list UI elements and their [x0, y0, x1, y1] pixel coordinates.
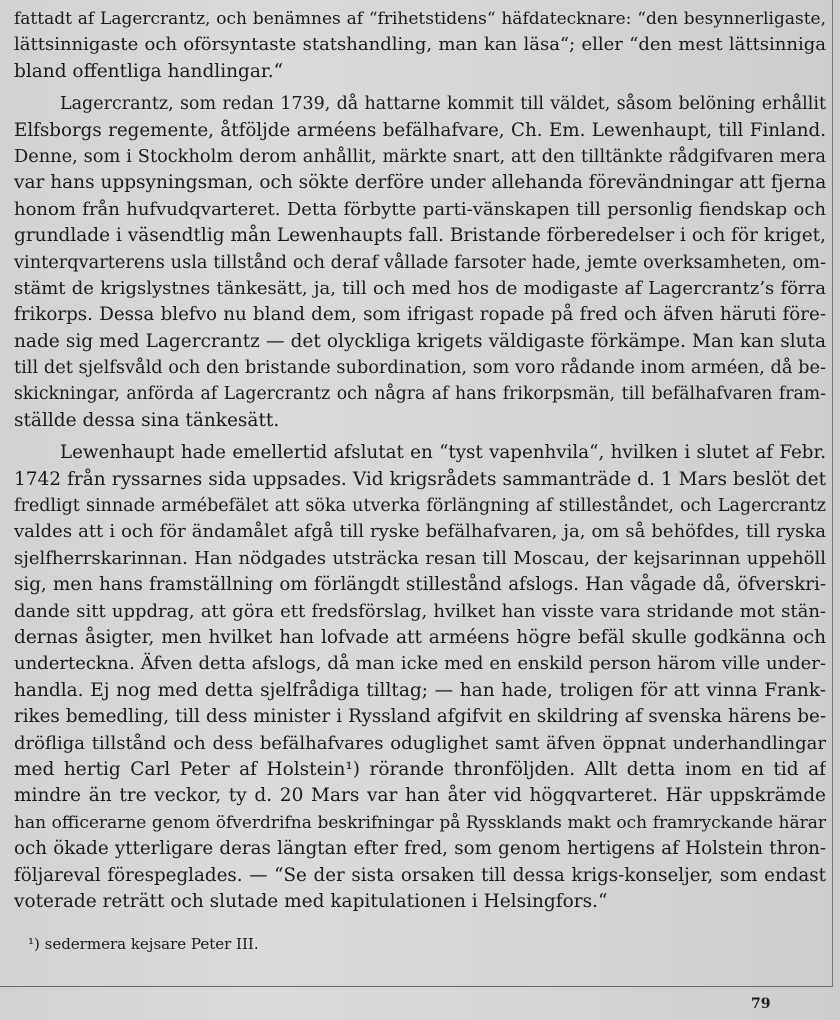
page-edge-bottom	[0, 986, 832, 987]
text-line: handla. Ej nog med detta sjelfrådiga tilltag; — han hade, troligen för att vinna Frank-	[14, 679, 826, 701]
text-line: bland offentliga handlingar.“	[14, 60, 284, 82]
footnote: ¹) sedermera kejsare Peter III.	[28, 935, 259, 953]
page-edge	[832, 0, 833, 987]
text-line: Elfsborgs regemente, åtföljde arméens befälhafvare, Ch. Em. Lewenhaupt, till Finland.	[14, 119, 826, 141]
text-line: nade sig med Lagercrantz — det olyckliga krigets väldigaste förkämpe. Man kan sluta	[14, 330, 826, 352]
text-line: voterade reträtt och slutade med kapitulationen i Helsingfors.“	[14, 890, 608, 912]
text-line: skickningar, anförda af Lagercrantz och några af hans frikorpsmän, till befälhafvaren fram-	[14, 384, 826, 405]
text-line: till det sjelfsvåld och den bristande subordination, som voro rådande inom arméen, då be-	[14, 358, 826, 379]
text-line: rikes bemedling, till dess minister i Ryssland afgifvit en skildring af svenska härens be-	[14, 706, 826, 728]
text-line: var hans uppsyningsman, och sökte derföre under allehanda förevändningar att fjerna	[14, 172, 826, 194]
text-line: dande sitt uppdrag, att göra ett fredsförslag, hvilket han visste vara stridande mot stän-	[14, 600, 826, 622]
text-line: Denne, som i Stockholm derom anhållit, märkte snart, att den tilltänkte rådgifvaren mera	[14, 146, 826, 167]
text-line: dröfliga tillstånd och dess befälhafvares oduglighet samt äfven öppnat underhandlingar	[14, 732, 826, 754]
text-line: dernas åsigter, men hvilket han lofvade att arméens högre befäl skulle godkänna och	[14, 626, 826, 648]
text-line: sjelfherrskarinnan. Han nödgades utsträcka resan till Moscau, der kejsarinnan uppehöll	[14, 547, 826, 569]
text-line: vinterqvarterens usla tillstånd och deraf vållade farsoter hade, jemte overksamheten, om-	[14, 252, 826, 273]
text-line: honom från hufvudqvarteret. Detta förbytte parti-vänskapen till personlig fiendskap och	[14, 198, 826, 220]
text-line: mindre än tre veckor, ty d. 20 Mars var han åter vid högqvarteret. Här uppskrämde	[14, 785, 826, 807]
page-number: 79	[751, 996, 771, 1012]
text-line: och ökade ytterligare deras längtan efter fred, som genom hertigens af Holstein thron-	[14, 838, 826, 860]
text-line: underteckna. Äfven detta afslogs, då man icke med en enskild person härom ville under-	[14, 653, 826, 675]
text-line: Lagercrantz, som redan 1739, då hattarne kommit till väldet, såsom belöning erhållit	[60, 94, 826, 115]
text-line: frikorps. Dessa blefvo nu bland dem, som ifrigast ropade på fred och äfven häruti före-	[14, 304, 826, 326]
text-line: grundlade i väsendtlig mån Lewenhaupts fall. Bristande förberedelser i och för kriget,	[14, 225, 826, 247]
text-line: ställde dessa sina tänkesätt.	[14, 409, 280, 431]
text-line: stämt de krigslystnes tänkesätt, ja, till och med hos de modigaste af Lagercrantz’s förra	[14, 277, 826, 299]
text-line: Lewenhaupt hade emellertid afslutat en “tyst vapenhvila“, hvilken i slutet af Febr.	[60, 442, 826, 464]
text-line: med hertig Carl Peter af Holstein¹) rörande thronföljden. Allt detta inom en tid af	[14, 758, 826, 780]
text-line: fredligt sinnade armébefälet att söka utverka förlängning af stilleståndet, och Lagercrantz	[14, 496, 826, 517]
text-line: följareval förespeglades. — “Se der sista orsaken till dessa krigs-konseljer, som endast	[14, 864, 826, 886]
text-line: lättsinnigaste och oförsyntaste statshandling, man kan läsa“; eller “den mest lättsinniga	[14, 34, 826, 56]
text-line: valdes att i och för ändamålet afgå till ryske befälhafvaren, ja, om så behöfdes, till ryska	[14, 521, 826, 543]
text-line: han officerarne genom öfverdrifna beskrifningar på Ryssklands makt och framryckande härar	[14, 812, 826, 833]
text-line: fattadt af Lagercrantz, och benämnes af “frihetstidens“ häfdatecknare: “den besynnerligaste,	[14, 9, 826, 29]
text-line: 1742 från ryssarnes sida uppsades. Vid krigsrådets sammanträde d. 1 Mars beslöt det	[14, 468, 826, 490]
text-line: sig, men hans framställning om förlängdt stillestånd afslogs. Han vågade då, öfverskri-	[14, 574, 826, 596]
body-text	[14, 6, 826, 915]
